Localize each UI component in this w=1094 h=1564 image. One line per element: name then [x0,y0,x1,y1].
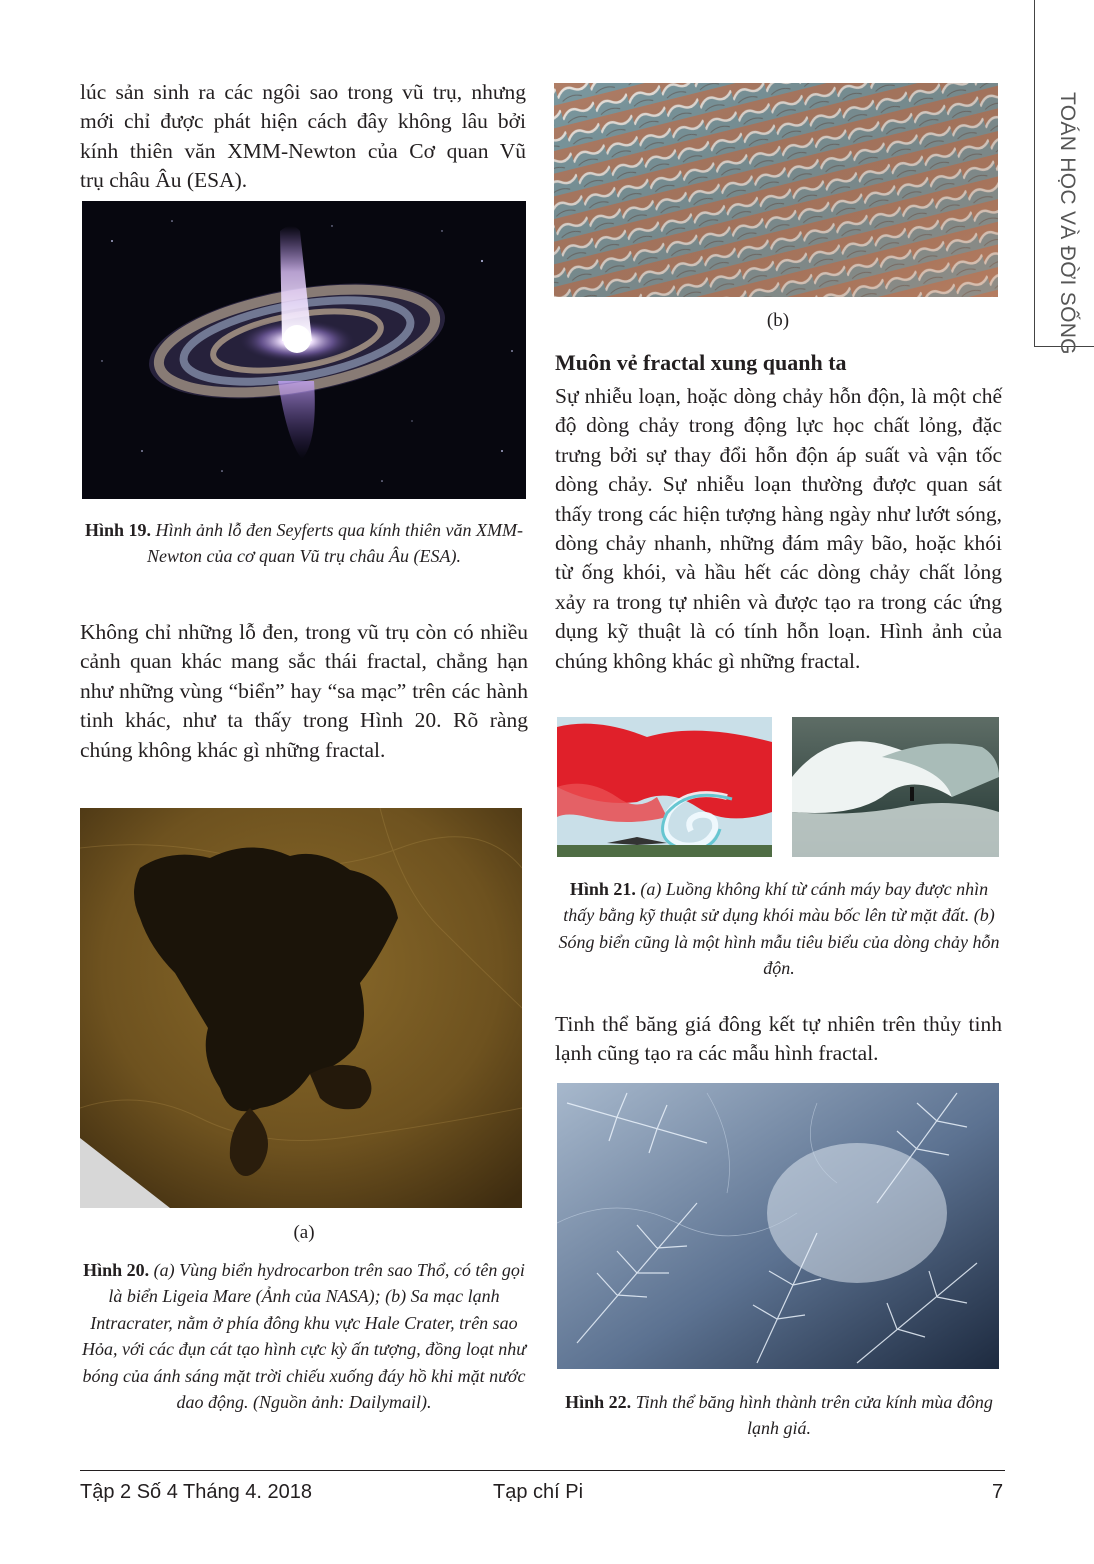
section-side-tab [1034,0,1094,355]
figure-22-image [557,1083,999,1369]
figure-19-image [82,201,526,499]
intro-line-4: trụ châu Âu (ESA). [80,168,248,193]
footer-page-number: 7 [992,1481,1004,1503]
figure-21-caption-text: (a) Luồng không khí từ cánh máy bay được nhìn thấy bằng kỹ thuật sử dụng khói màu bốc lên từ mặt đất. (b) Sóng biển cũng là một hình mẫu tiêu biểu của dòng chảy hỗn độn. [558,879,1000,979]
footer-rule [80,1470,1005,1471]
figure-21a-image [557,717,772,857]
figure-20b-sublabel: (b) [766,310,790,331]
figure-22-caption-text: Tinh thể băng hình thành trên cửa kính mùa đông lạnh giá. [635,1392,993,1439]
left-intro-text [80,78,526,196]
figure-20-caption-text: (a) Vùng biển hydrocarbon trên sao Thổ, có tên gọi là biển Ligeia Mare (Ảnh của NASA); (b) Sa mạc lạnh Intracrater, nằm ở phía đông khu vực Hale Crater, trên sao Hỏa, với các đụn cát tạo hình cực kỳ ấn tượng, đồng loạt như bóng của ánh sáng mặt trời chiếu xuống đáy hồ khi mặt nước dao động. (Nguồn ảnh: Dailymail). [81,1260,527,1413]
figure-20a-sublabel: (a) [293,1222,315,1243]
figure-20a-image [80,808,522,1208]
figure-21b-image [792,717,999,857]
figure-21-label: Hình 21. [569,879,636,899]
figure-19-caption-text: Hình ảnh lỗ đen Seyferts qua kính thiên văn XMM-Newton của cơ quan Vũ trụ châu Âu (ESA). [146,520,523,567]
section-heading: Muôn vẻ fractal xung quanh ta [555,350,847,375]
intro-line-1: lúc sản sinh ra các ngôi sao trong vũ trụ, nhưng [80,80,526,104]
figure-19-label: Hình 19. [85,520,152,540]
paragraph-ice-crystals: Tinh thể băng giá đông kết tự nhiên trên thủy tinh lạnh cũng tạo ra các mẫu hình fractal. [555,1012,1002,1066]
footer-journal: Tạp chí Pi [493,1481,584,1503]
section-tab-label: TOÁN HỌC VÀ ĐỜI SỐNG [1056,92,1079,355]
figure-22-label: Hình 22. [565,1392,632,1412]
footer-issue: Tập 2 Số 4 Tháng 4. 2018 [80,1481,313,1503]
intro-line-2: mới chỉ được phát hiện cách đây không lâu bởi [80,109,526,134]
figure-21-caption [554,876,1004,982]
figure-20-caption [80,1257,528,1415]
paragraph-turbulence: Sự nhiễu loạn, hoặc dòng chảy hỗn độn, là một chế độ dòng chảy trong động lực học chất lỏng, đặc trưng bởi sự thay đổi hỗn độn áp suất và vận tốc dòng chảy. Sự nhiễu loạn thường được quan sát thấy trong các hiện tượng hàng ngày như lướt sóng, dòng chảy nhanh, những đám mây bão, hoặc khói từ ống khói, và hầu hết các dòng chảy chất lỏng xảy ra trong tự nhiên và được tạo ra trong các ứng dụng kỹ thuật là có tính hỗn loạn. Hình ảnh của chúng không khác gì những fractal. [555,384,1002,673]
intro-line-3: kính thiên văn XMM-Newton của Cơ quan Vũ [80,138,526,163]
figure-20-label: Hình 20. [83,1260,150,1280]
figure-19-caption [80,517,528,570]
paragraph-black-holes: Không chỉ những lỗ đen, trong vũ trụ còn có nhiều cảnh quan khác mang sắc thái fractal, chẳng hạn như những vùng “biển” hay “sa mạc” trên các hành tinh khác, như ta thấy trong Hình 20. Rõ ràng chúng không khác gì những fractal. [80,620,528,762]
figure-22-caption [554,1389,1004,1442]
figure-20b-image [554,83,998,297]
